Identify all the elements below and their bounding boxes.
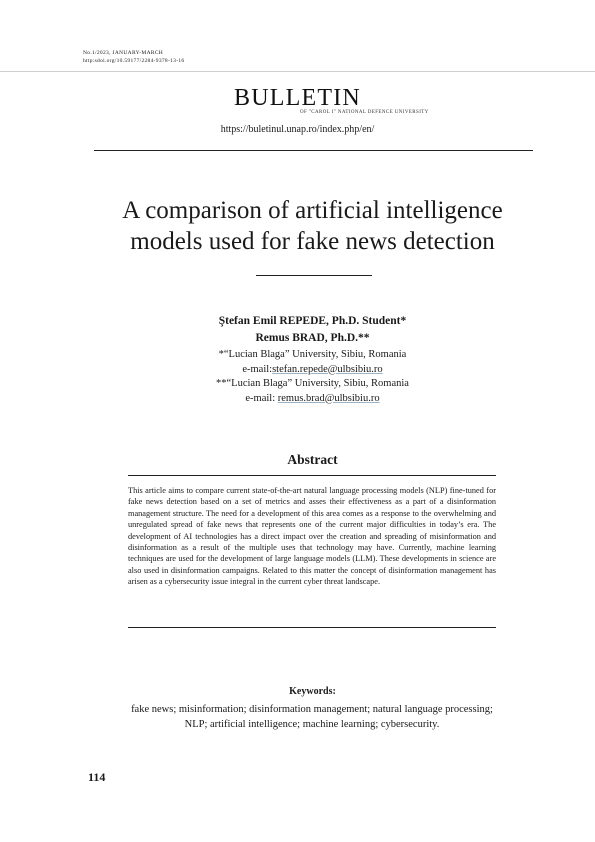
email-link-1[interactable]: stefan.repede@ulbsibiu.ro	[272, 363, 383, 375]
authors-block	[0, 313, 595, 347]
email-link-2[interactable]: remus.brad@ulbsibiu.ro	[277, 392, 380, 404]
abstract-top-divider	[128, 475, 496, 476]
author-2: Remus BRAD, Ph.D.**	[255, 332, 370, 344]
header-divider	[0, 71, 595, 72]
title-underline	[256, 275, 372, 276]
journal-name: BULLETIN	[234, 85, 361, 111]
email-prefix-2: e-mail:	[245, 392, 278, 404]
abstract-heading: Abstract	[287, 452, 338, 467]
doi-line: http:sdoi.org/10.59177/2284-9378-13-16	[83, 58, 185, 64]
email-line-2	[0, 392, 595, 407]
email-prefix-1: e-mail:	[242, 363, 273, 375]
author-1: Ştefan Emil REPEDE, Ph.D. Student*	[218, 315, 407, 327]
page-number: 114	[88, 770, 106, 784]
article-title	[60, 195, 565, 257]
issue-info	[83, 49, 184, 65]
title-line-1: A comparison of artificial intelligence	[122, 197, 503, 224]
affiliation-1: *“Lucian Blaga” University, Sibiu, Romania	[218, 349, 407, 360]
journal-logo	[0, 85, 595, 115]
journal-subtitle: OF "CAROL I" NATIONAL DEFENCE UNIVERSITY	[300, 110, 429, 115]
issue-line: No.1/2023, JANUARY-MARCH	[83, 50, 164, 56]
abstract-text: This article aims to compare current state-of-the-art natural language processing models (NLP) fine-tuned for fake news detection based on a set of metrics and asses their effectiveness as a part of a disinformation management structure. The need for a development of this area comes as a response to the overwhelming and unregulated spread of fake news that represents one of the current major difficulties in today’s era. The development of AI technologies has a direct impact over the creation and spreading of misinformation and disinformation as a result of the multiple uses that technology may have. Currently, machine learning techniques are used for the development of large language models (LLM). These developments in science are also used in disinformation campaigns. Related to this matter the concept of disinformation management has arisen as a cybersecurity issue integral in the current cyber threat landscape.	[128, 486, 496, 587]
title-top-divider	[94, 150, 533, 151]
keywords-text: fake news; misinformation; disinformation management; natural language processing; NLP; artificial intelligence; machine learning; cybersecurity.	[131, 704, 493, 730]
keywords-heading: Keywords:	[289, 686, 336, 697]
title-line-2: models used for fake news detection	[130, 228, 495, 255]
email-line-1	[0, 363, 595, 378]
journal-url-link[interactable]: https://buletinul.unap.ro/index.php/en/	[220, 124, 375, 135]
affiliation-2: **“Lucian Blaga” University, Sibiu, Romania	[216, 378, 409, 389]
abstract-bottom-divider	[128, 627, 496, 628]
affiliations-block	[0, 348, 595, 406]
